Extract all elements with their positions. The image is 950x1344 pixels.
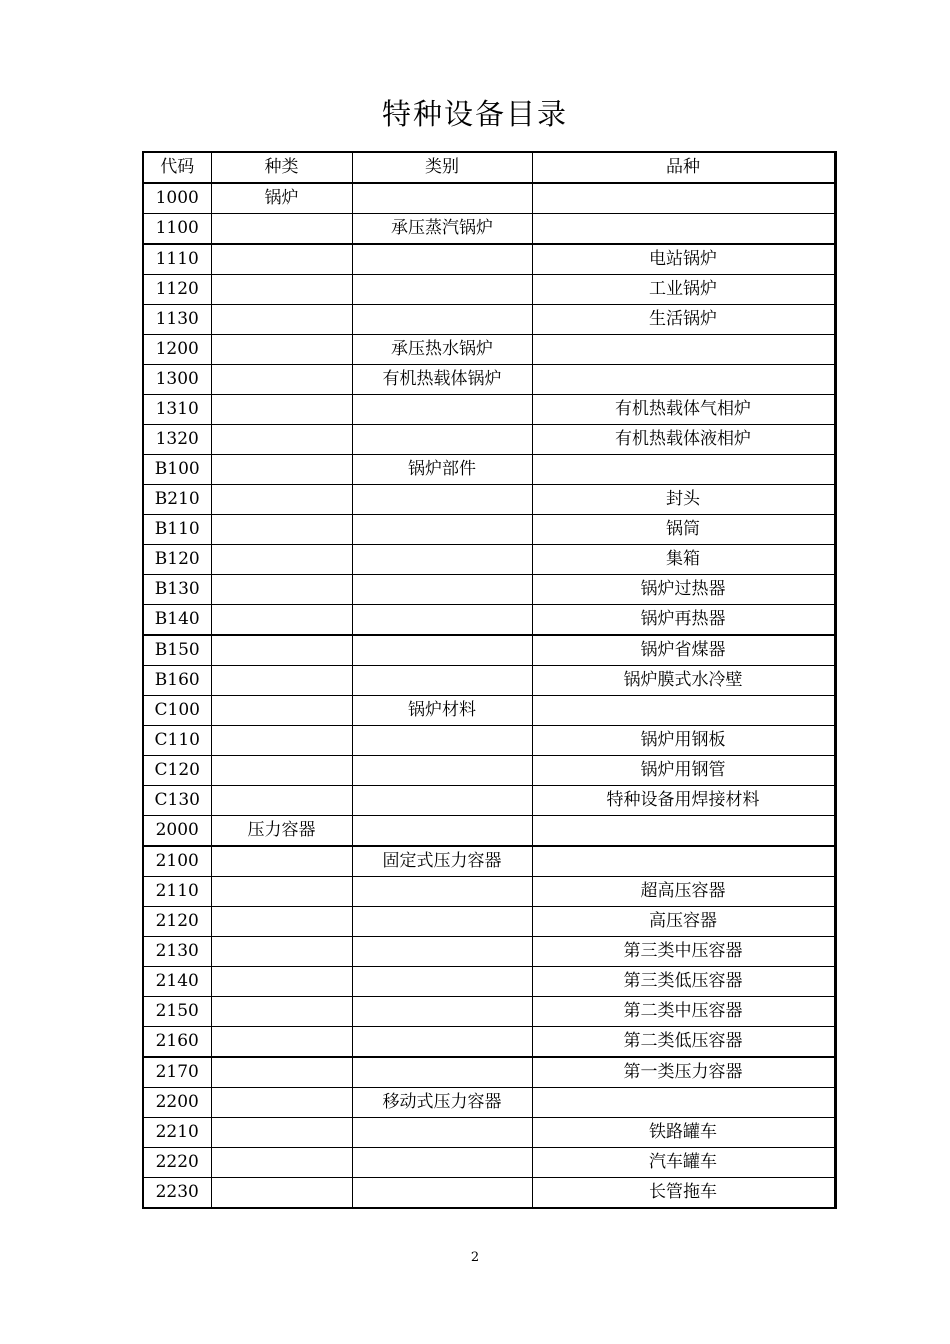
cell-variety: 汽车罐车 (532, 1148, 835, 1178)
table-row (143, 244, 835, 275)
page-title: 特种设备目录 (381, 97, 568, 131)
table-row (143, 183, 835, 214)
table-row (143, 365, 835, 395)
cell-code: C130 (143, 786, 211, 816)
cell-variety: 锅炉用钢板 (532, 726, 835, 756)
cell-category: 锅炉部件 (352, 455, 532, 485)
table-row (143, 877, 835, 907)
table-row (143, 305, 835, 335)
table-row (143, 485, 835, 515)
cell-category (352, 545, 532, 575)
cell-variety (532, 455, 835, 485)
cell-kind (211, 877, 352, 907)
cell-kind (211, 1057, 352, 1088)
cell-code: C110 (143, 726, 211, 756)
cell-variety: 封头 (532, 485, 835, 515)
cell-code: 2100 (143, 846, 211, 877)
cell-variety (532, 696, 835, 726)
table-row (143, 967, 835, 997)
cell-variety: 长管拖车 (532, 1178, 835, 1209)
header-code: 代码 (143, 152, 211, 183)
header-category: 类别 (352, 152, 532, 183)
cell-variety: 有机热载体气相炉 (532, 395, 835, 425)
cell-code: B210 (143, 485, 211, 515)
table-row (143, 335, 835, 365)
cell-category: 固定式压力容器 (352, 846, 532, 877)
cell-code: 1300 (143, 365, 211, 395)
cell-category (352, 666, 532, 696)
cell-category (352, 275, 532, 305)
cell-code: 2230 (143, 1178, 211, 1209)
cell-variety: 电站锅炉 (532, 244, 835, 275)
cell-kind (211, 214, 352, 245)
table-row (143, 635, 835, 666)
cell-variety: 第二类中压容器 (532, 997, 835, 1027)
cell-category (352, 605, 532, 636)
table-row (143, 696, 835, 726)
cell-variety: 锅炉过热器 (532, 575, 835, 605)
cell-kind (211, 846, 352, 877)
table-row (143, 395, 835, 425)
cell-category (352, 997, 532, 1027)
cell-variety (532, 335, 835, 365)
table-row (143, 515, 835, 545)
table-row (143, 1118, 835, 1148)
cell-kind (211, 244, 352, 275)
cell-variety: 特种设备用焊接材料 (532, 786, 835, 816)
cell-code: B140 (143, 605, 211, 636)
cell-category (352, 786, 532, 816)
cell-category: 锅炉材料 (352, 696, 532, 726)
cell-kind (211, 1118, 352, 1148)
cell-code: 2150 (143, 997, 211, 1027)
cell-kind (211, 395, 352, 425)
cell-category (352, 183, 532, 214)
cell-category (352, 425, 532, 455)
cell-variety: 超高压容器 (532, 877, 835, 907)
cell-code: 1000 (143, 183, 211, 214)
cell-kind (211, 1088, 352, 1118)
table-row (143, 605, 835, 636)
cell-kind (211, 635, 352, 666)
cell-kind (211, 335, 352, 365)
cell-kind (211, 666, 352, 696)
cell-variety (532, 846, 835, 877)
table-row (143, 1178, 835, 1209)
cell-code: 2140 (143, 967, 211, 997)
header-kind: 种类 (211, 152, 352, 183)
cell-code: 1320 (143, 425, 211, 455)
cell-kind (211, 605, 352, 636)
cell-category (352, 907, 532, 937)
cell-category (352, 756, 532, 786)
cell-category (352, 877, 532, 907)
cell-code: B110 (143, 515, 211, 545)
table-row (143, 907, 835, 937)
table-row (143, 816, 835, 847)
cell-code: 2200 (143, 1088, 211, 1118)
cell-code: 2000 (143, 816, 211, 847)
cell-variety: 高压容器 (532, 907, 835, 937)
cell-category (352, 244, 532, 275)
table-row (143, 726, 835, 756)
cell-variety: 锅炉膜式水冷壁 (532, 666, 835, 696)
cell-variety: 锅炉省煤器 (532, 635, 835, 666)
table-row (143, 1057, 835, 1088)
cell-code: B120 (143, 545, 211, 575)
cell-kind (211, 726, 352, 756)
cell-variety: 锅炉用钢管 (532, 756, 835, 786)
cell-kind (211, 756, 352, 786)
cell-code: 2170 (143, 1057, 211, 1088)
table-row (143, 545, 835, 575)
cell-category (352, 635, 532, 666)
cell-code: 1200 (143, 335, 211, 365)
cell-code: B150 (143, 635, 211, 666)
cell-category (352, 937, 532, 967)
cell-code: 2110 (143, 877, 211, 907)
header-variety: 品种 (532, 152, 835, 183)
cell-kind (211, 967, 352, 997)
table-row (143, 1027, 835, 1058)
cell-category: 移动式压力容器 (352, 1088, 532, 1118)
cell-kind (211, 305, 352, 335)
cell-kind: 压力容器 (211, 816, 352, 847)
cell-category (352, 485, 532, 515)
cell-code: B130 (143, 575, 211, 605)
cell-category (352, 967, 532, 997)
cell-variety: 铁路罐车 (532, 1118, 835, 1148)
cell-code: C120 (143, 756, 211, 786)
cell-variety (532, 183, 835, 214)
cell-kind (211, 275, 352, 305)
cell-code: 2130 (143, 937, 211, 967)
cell-code: B160 (143, 666, 211, 696)
equipment-catalog-table (142, 151, 837, 1209)
cell-variety: 集箱 (532, 545, 835, 575)
cell-category: 有机热载体锅炉 (352, 365, 532, 395)
cell-variety: 锅筒 (532, 515, 835, 545)
table-row (143, 1088, 835, 1118)
cell-kind (211, 515, 352, 545)
cell-variety: 第一类压力容器 (532, 1057, 835, 1088)
cell-kind: 锅炉 (211, 183, 352, 214)
cell-kind (211, 696, 352, 726)
cell-category (352, 515, 532, 545)
cell-kind (211, 425, 352, 455)
cell-category (352, 1148, 532, 1178)
cell-category (352, 1057, 532, 1088)
cell-kind (211, 365, 352, 395)
cell-kind (211, 575, 352, 605)
table-body (143, 183, 835, 1208)
cell-category (352, 1027, 532, 1058)
cell-code: 1110 (143, 244, 211, 275)
table-row (143, 937, 835, 967)
cell-code: 1130 (143, 305, 211, 335)
cell-code: 2120 (143, 907, 211, 937)
cell-kind (211, 907, 352, 937)
table-row (143, 455, 835, 485)
cell-code: 1310 (143, 395, 211, 425)
cell-kind (211, 455, 352, 485)
cell-kind (211, 485, 352, 515)
cell-code: 2220 (143, 1148, 211, 1178)
table-row (143, 846, 835, 877)
cell-kind (211, 786, 352, 816)
cell-variety: 第二类低压容器 (532, 1027, 835, 1058)
table-row (143, 575, 835, 605)
table-header-row (143, 152, 835, 183)
cell-category (352, 726, 532, 756)
cell-code: 2210 (143, 1118, 211, 1148)
cell-code: 2160 (143, 1027, 211, 1058)
cell-category: 承压蒸汽锅炉 (352, 214, 532, 245)
cell-code: C100 (143, 696, 211, 726)
cell-kind (211, 1178, 352, 1209)
cell-code: 1100 (143, 214, 211, 245)
cell-category (352, 305, 532, 335)
cell-variety (532, 365, 835, 395)
cell-variety: 有机热载体液相炉 (532, 425, 835, 455)
cell-variety (532, 816, 835, 847)
cell-kind (211, 545, 352, 575)
cell-variety (532, 1088, 835, 1118)
table-row (143, 425, 835, 455)
cell-category (352, 575, 532, 605)
table-row (143, 786, 835, 816)
cell-variety (532, 214, 835, 245)
cell-category (352, 816, 532, 847)
cell-variety: 锅炉再热器 (532, 605, 835, 636)
page-number: 2 (470, 1250, 480, 1265)
table-row (143, 997, 835, 1027)
cell-variety: 第三类低压容器 (532, 967, 835, 997)
table-row (143, 666, 835, 696)
cell-category (352, 1178, 532, 1209)
table-row (143, 756, 835, 786)
cell-code: 1120 (143, 275, 211, 305)
cell-code: B100 (143, 455, 211, 485)
cell-category: 承压热水锅炉 (352, 335, 532, 365)
cell-category (352, 1118, 532, 1148)
table-row (143, 1148, 835, 1178)
cell-kind (211, 997, 352, 1027)
table-row (143, 275, 835, 305)
cell-kind (211, 1027, 352, 1058)
cell-kind (211, 937, 352, 967)
cell-variety: 生活锅炉 (532, 305, 835, 335)
cell-variety: 第三类中压容器 (532, 937, 835, 967)
cell-category (352, 395, 532, 425)
cell-variety: 工业锅炉 (532, 275, 835, 305)
table-row (143, 214, 835, 245)
cell-kind (211, 1148, 352, 1178)
